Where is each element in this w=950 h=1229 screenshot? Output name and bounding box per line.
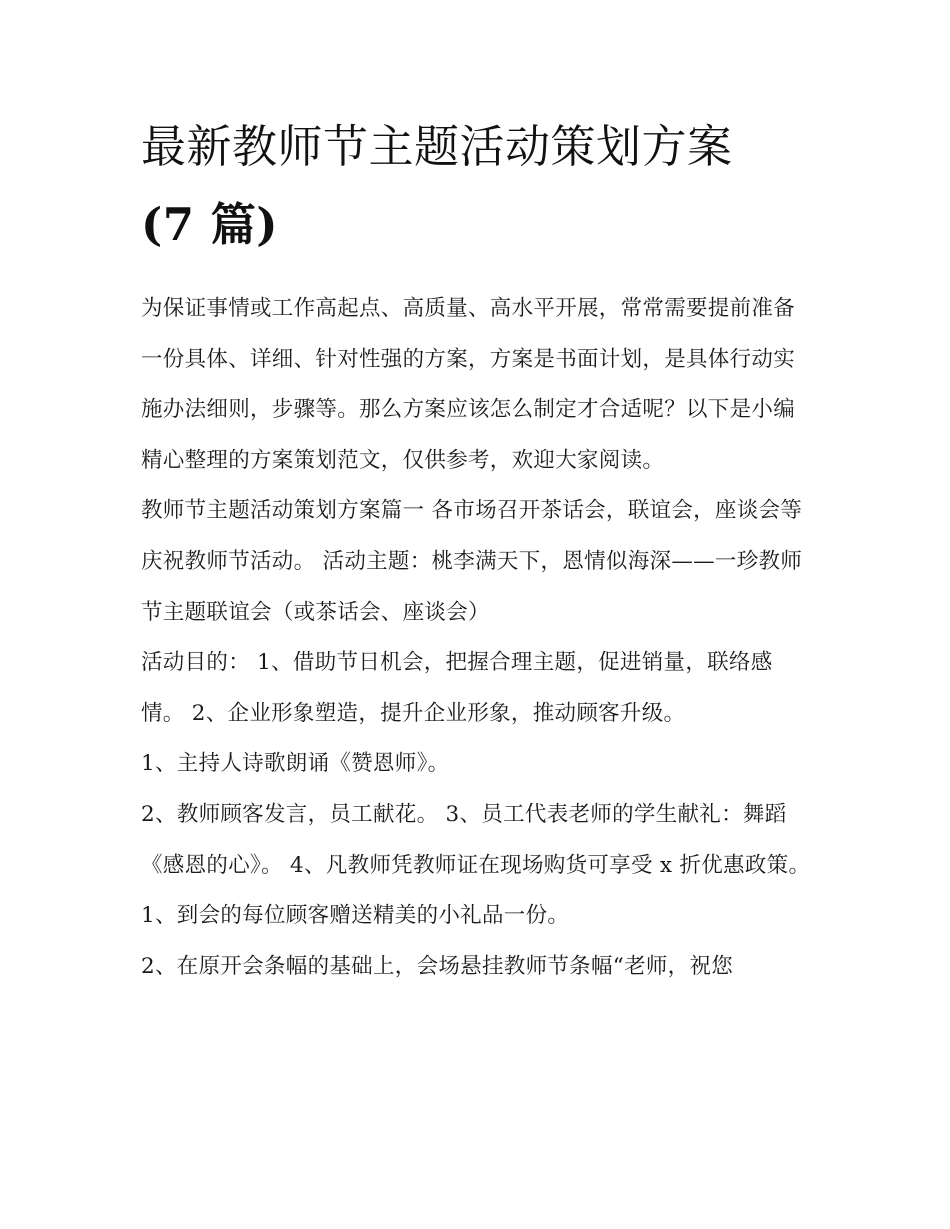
- paragraph-item: 2、教师顾客发言，员工献花。 3、员工代表老师的学生献礼：舞蹈《感恩的心》。 4、凡教师凭教师证在现场购货可享受 x 折优惠政策。: [141, 801, 811, 878]
- title-line-1: 最新教师节主题活动策划方案: [141, 120, 733, 173]
- document-body: [141, 108, 813, 992]
- paragraph-item: 1、主持人诗歌朗诵《赞恩师》。: [141, 751, 450, 777]
- paragraph-intro: 为保证事情或工作高起点、高质量、高水平开展，常常需要提前准备一份具体、详细、针对性强的方案，方案是书面计划，是具体行动实施办法细则，步骤等。那么方案应该怎么制定才合适呢？以下是小编精心整理的方案策划范文，仅供参考，欢迎大家阅读。: [141, 296, 796, 473]
- paragraph-item: 1、到会的每位顾客赠送精美的小礼品一份。: [141, 903, 570, 929]
- paragraph-item: 2、在原开会条幅的基础上，会场悬挂教师节条幅“老师，祝您: [141, 953, 734, 979]
- document-title: [141, 108, 821, 264]
- title-line-2: (7 篇): [141, 198, 279, 251]
- paragraph-purpose: 活动目的： 1、借助节日机会，把握合理主题，促进销量，联络感情。 2、企业形象塑造，提升企业形象，推动顾客升级。: [141, 650, 773, 726]
- paragraph-plan-1: 教师节主题活动策划方案篇一 各市场召开茶话会，联谊会，座谈会等庆祝教师节活动。 活动主题：桃李满天下，恩情似海深——一珍教师节主题联谊会（或茶话会、座谈会）: [141, 498, 803, 625]
